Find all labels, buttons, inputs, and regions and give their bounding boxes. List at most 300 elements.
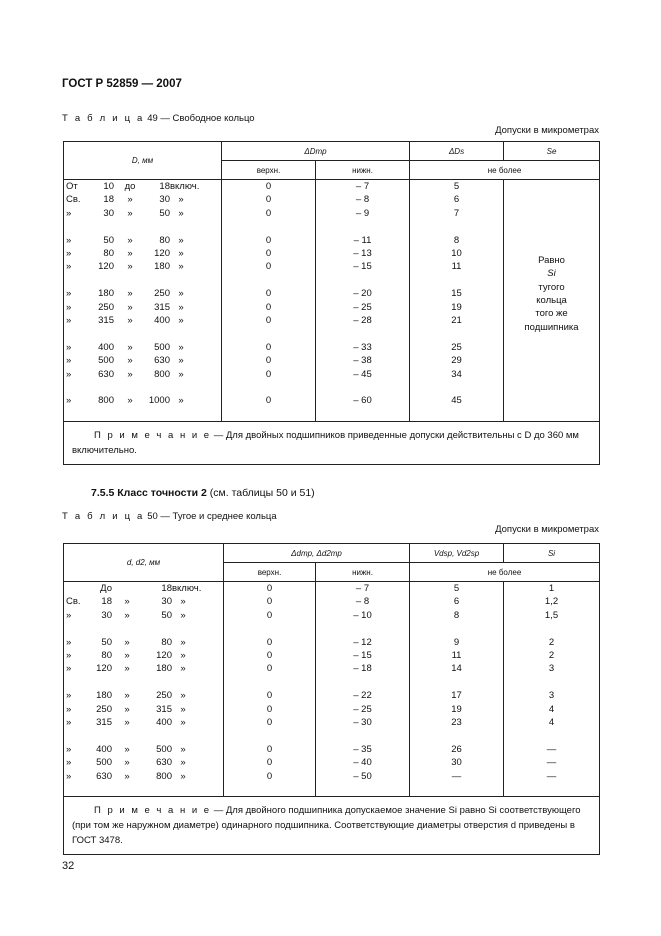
delta-upper-cell: 0 [222,394,316,407]
range-part: » [66,636,72,648]
section-heading [91,487,315,499]
range-part: 50 [161,609,172,621]
range-part: 30 [101,609,112,621]
range-part: 250 [154,288,170,300]
column-header-si: Si [504,544,600,563]
delta-ds-cell: 34 [410,368,504,381]
delta-lower-cell: – 33 [316,341,410,354]
range-part: 500 [96,757,112,769]
table-row [64,649,600,662]
se-cell [504,180,600,408]
diameter-range [66,234,221,247]
diameter-range-cell [64,207,222,220]
se-line: тугого [538,281,565,293]
range-part: 315 [98,315,114,327]
range-part: » [127,207,133,219]
range-part: включ. [172,583,202,594]
spacer-cell [222,381,316,394]
range-part: » [178,288,184,300]
spacer-cell [64,381,222,394]
range-part: 1000 [148,395,170,407]
range-part: 180 [96,690,112,702]
delta-lower-cell: – 11 [316,234,410,247]
range-part: » [180,596,186,608]
range-part: » [66,355,72,367]
spacer-cell [224,622,316,635]
vdsp-cell: 9 [410,636,504,649]
range-part: 400 [98,341,114,353]
spacer-cell [410,408,504,422]
spacer-cell [410,220,504,233]
table50-caption-title: — Тугое и среднее кольца [160,511,277,522]
table-row [64,716,600,729]
delta-lower-cell: – 9 [316,207,410,220]
range-part: » [127,341,133,353]
range-part: 50 [159,207,170,219]
range-part: » [178,301,184,313]
range-part: » [178,315,184,327]
se-line: того же [535,308,568,320]
spacer-cell [504,783,600,797]
delta-lower-cell: – 50 [316,770,410,783]
range-part: » [178,341,184,353]
range-part: » [178,395,184,407]
subheader-upper: верхн. [224,563,316,582]
range-part: » [66,207,72,219]
diameter-range [66,770,223,783]
table-row [64,180,600,194]
range-part: включ. [170,181,200,192]
se-line: Si [547,268,556,280]
table-row [64,743,600,756]
delta-ds-cell: 25 [410,341,504,354]
column-header-d-d2: d, d2, мм [64,544,224,582]
diameter-range-cell [64,609,224,622]
column-header-delta-dmp: Δdmp, Δd2mp [224,544,410,563]
table-row [64,582,600,596]
si-cell: 1,2 [504,595,600,608]
delta-ds-cell: 21 [410,314,504,327]
note-text: — Для двойного подшипника допускаемое значение Si равно Si соответствующего (при том же наружном диаметре) одинарного подшипника. Соответствующие диаметры отверстия d приведены в ГОСТ 3478. [72,805,581,847]
table49-caption-title: — Свободное кольцо [160,113,255,124]
delta-lower-cell: – 8 [316,193,410,206]
section-ref: (см. таблицы 50 и 51) [209,487,315,499]
table49-units: Допуски в микрометрах [495,125,599,136]
subheader-max: не более [410,161,600,180]
diameter-range-cell [64,582,224,596]
delta-upper-cell: 0 [222,314,316,327]
spacer-cell [410,274,504,287]
range-part: » [180,636,186,648]
diameter-range [66,193,221,206]
range-part: 80 [161,636,172,648]
range-part: 18 [159,181,170,192]
range-part: » [66,650,72,662]
delta-upper-cell: 0 [222,193,316,206]
si-cell: 2 [504,649,600,662]
range-part: 50 [101,636,112,648]
range-part: » [66,234,72,246]
delta-upper-cell: 0 [224,582,316,596]
delta-ds-cell: 29 [410,354,504,367]
range-part: » [178,355,184,367]
spacer-cell [64,274,222,287]
subheader-lower: нижн. [316,161,410,180]
delta-upper-cell: 0 [224,662,316,675]
diameter-range-cell [64,743,224,756]
table-row [64,662,600,675]
si-cell: 4 [504,703,600,716]
spacer-cell [64,408,222,422]
vdsp-cell: 14 [410,662,504,675]
delta-ds-cell: 15 [410,287,504,300]
vdsp-cell: 8 [410,609,504,622]
range-part: » [178,261,184,273]
spacer-cell [222,220,316,233]
delta-lower-cell: – 7 [316,180,410,194]
diameter-range-cell [64,180,222,194]
range-part: до [124,181,136,192]
range-part: » [124,717,130,729]
diameter-range-cell [64,301,222,314]
range-part: 500 [154,341,170,353]
range-part: 120 [156,650,172,662]
diameter-range [66,180,221,193]
table-row [64,703,600,716]
delta-lower-cell: – 10 [316,609,410,622]
diameter-range-cell [64,636,224,649]
spacer-cell [224,783,316,797]
range-part: » [178,368,184,380]
diameter-range-cell [64,394,222,407]
delta-ds-cell: 19 [410,301,504,314]
diameter-range [66,595,223,608]
se-line: подшипника [524,321,579,333]
spacer-cell [504,676,600,689]
delta-lower-cell: – 22 [316,689,410,702]
spacer-cell [504,622,600,635]
spacer-cell [316,622,410,635]
diameter-range-cell [64,595,224,608]
range-part: » [66,717,72,729]
range-part: » [180,650,186,662]
range-part: От [66,181,78,192]
table50-units: Допуски в микрометрах [495,524,599,535]
range-part: 315 [96,717,112,729]
range-part: » [66,368,72,380]
diameter-range [66,743,223,756]
column-header-vdsp: Vdsp, Vd2sp [410,544,504,563]
spacer-row [64,729,600,742]
range-part: » [124,703,130,715]
range-part: » [180,609,186,621]
column-header-delta-dmp: ΔDmp [222,142,410,161]
range-part: » [66,395,72,407]
range-part [116,582,138,595]
range-part: » [180,717,186,729]
delta-upper-cell: 0 [222,341,316,354]
delta-upper-cell: 0 [224,716,316,729]
range-part: 30 [161,596,172,608]
spacer-cell [64,676,224,689]
delta-ds-cell: 7 [410,207,504,220]
note-text: — Для двойных подшипников приведенные допуски действительны с D до 360 мм включительно. [72,430,579,457]
range-part: » [127,234,133,246]
se-line: кольца [536,294,567,306]
spacer-cell [316,729,410,742]
si-cell: 1,5 [504,609,600,622]
delta-lower-cell: – 13 [316,247,410,260]
range-part: » [124,636,130,648]
spacer-cell [316,408,410,422]
diameter-range-cell [64,756,224,769]
delta-ds-cell: 5 [410,180,504,194]
table-row [64,609,600,622]
range-part: 180 [98,288,114,300]
range-part: » [127,194,133,206]
delta-ds-cell: 11 [410,260,504,273]
range-part: » [66,743,72,755]
delta-lower-cell: – 30 [316,716,410,729]
diameter-range-cell [64,260,222,273]
range-part: » [66,690,72,702]
range-part: » [66,757,72,769]
table50-caption-prefix: Т а б л и ц а [62,511,145,522]
delta-upper-cell: 0 [224,703,316,716]
subheader-lower: нижн. [316,563,410,582]
table50-caption-number: 50 [147,511,158,522]
diameter-range [66,247,221,260]
delta-lower-cell: – 20 [316,287,410,300]
table49-note [64,422,600,465]
column-header-delta-ds: ΔDs [410,142,504,161]
range-part: » [178,234,184,246]
range-part: 30 [103,207,114,219]
range-part: » [66,770,72,782]
spacer-cell [222,274,316,287]
delta-lower-cell: – 25 [316,301,410,314]
range-part: 50 [103,234,114,246]
vdsp-cell: 6 [410,595,504,608]
section-title: 7.5.5 Класс точности 2 [91,487,207,499]
range-part: 120 [96,663,112,675]
range-part: 400 [96,743,112,755]
delta-lower-cell: – 45 [316,368,410,381]
delta-lower-cell: – 7 [316,582,410,596]
table49-caption [62,113,255,124]
spacer-cell [64,327,222,340]
delta-upper-cell: 0 [222,260,316,273]
diameter-range-cell [64,247,222,260]
spacer-cell [410,783,504,797]
range-part: » [127,315,133,327]
range-part: » [124,757,130,769]
diameter-range-cell [64,703,224,716]
spacer-cell [64,220,222,233]
range-part: » [127,261,133,273]
diameter-range-cell [64,193,222,206]
range-part: » [180,703,186,715]
vdsp-cell: 26 [410,743,504,756]
spacer-cell [316,327,410,340]
spacer-cell [410,327,504,340]
vdsp-cell: 23 [410,716,504,729]
range-part: 400 [154,315,170,327]
diameter-range-cell [64,354,222,367]
diameter-range-cell [64,314,222,327]
delta-upper-cell: 0 [224,756,316,769]
note-label: П р и м е ч а н и е [94,430,212,442]
range-part: » [66,248,72,260]
delta-upper-cell: 0 [224,649,316,662]
range-part: 180 [156,663,172,675]
column-header-d: D, мм [64,142,222,180]
diameter-range [66,354,221,367]
page-number: 32 [62,860,75,872]
note-label: П р и м е ч а н и е [94,805,212,817]
spacer-cell [316,220,410,233]
range-part: 250 [156,690,172,702]
range-part: До [100,583,112,594]
range-part: » [66,663,72,675]
si-cell: 3 [504,689,600,702]
diameter-range-cell [64,689,224,702]
vdsp-cell: 30 [410,756,504,769]
diameter-range [66,582,223,595]
diameter-range-cell [64,770,224,783]
range-part [66,582,90,595]
table49-caption-prefix: Т а б л и ц а [62,113,145,124]
spacer-cell [316,381,410,394]
delta-upper-cell: 0 [224,743,316,756]
spacer-cell [64,622,224,635]
range-part: » [178,248,184,260]
diameter-range-cell [64,368,222,381]
delta-upper-cell: 0 [224,689,316,702]
diameter-range [66,703,223,716]
delta-upper-cell: 0 [222,301,316,314]
diameter-range [66,287,221,300]
range-part: » [66,609,72,621]
delta-lower-cell: – 40 [316,756,410,769]
range-part: » [66,288,72,300]
table-row [64,689,600,702]
spacer-cell [64,729,224,742]
diameter-range [66,207,221,220]
diameter-range [66,689,223,702]
range-part: » [124,690,130,702]
delta-upper-cell: 0 [222,368,316,381]
range-part: 18 [103,194,114,206]
subheader-upper: верхн. [222,161,316,180]
spacer-cell [224,729,316,742]
range-part: Св. [66,596,81,608]
range-part: 180 [154,261,170,273]
delta-lower-cell: – 35 [316,743,410,756]
table-row [64,636,600,649]
range-part: » [127,248,133,260]
diameter-range [66,636,223,649]
table50-note [64,797,600,855]
delta-ds-cell: 8 [410,234,504,247]
spacer-cell [504,408,600,422]
range-part: » [66,315,72,327]
range-part: » [124,663,130,675]
range-part: 18 [161,583,172,594]
delta-lower-cell: – 15 [316,649,410,662]
table-49 [63,141,600,465]
range-part: » [124,609,130,621]
vdsp-cell: 11 [410,649,504,662]
subheader-max: не более [410,563,600,582]
range-part: » [178,194,184,206]
range-part: » [127,368,133,380]
delta-lower-cell: – 25 [316,703,410,716]
spacer-cell [316,783,410,797]
delta-lower-cell: – 8 [316,595,410,608]
spacer-cell [410,729,504,742]
delta-ds-cell: 45 [410,394,504,407]
diameter-range-cell [64,341,222,354]
spacer-cell [316,676,410,689]
spacer-cell [224,676,316,689]
range-part: » [180,770,186,782]
range-part: » [66,301,72,313]
range-part: » [124,596,130,608]
spacer-row [64,676,600,689]
range-part: 80 [103,248,114,260]
table49-caption-number: 49 [147,113,158,124]
table-row [64,770,600,783]
range-part: 315 [156,703,172,715]
range-part: » [124,650,130,662]
table50-caption [62,511,277,522]
diameter-range [66,260,221,273]
spacer-cell [504,729,600,742]
si-cell: 3 [504,662,600,675]
document-code: ГОСТ Р 52859 — 2007 [62,78,182,90]
range-part: » [180,690,186,702]
range-part: » [66,341,72,353]
spacer-cell [410,622,504,635]
range-part: 315 [154,301,170,313]
range-part: 30 [159,194,170,206]
diameter-range-cell [64,662,224,675]
diameter-range [66,314,221,327]
range-part: 400 [156,717,172,729]
range-part: 80 [159,234,170,246]
delta-ds-cell: 6 [410,193,504,206]
si-cell: — [504,770,600,783]
vdsp-cell: 5 [410,582,504,596]
diameter-range [66,649,223,662]
spacer-cell [410,381,504,394]
delta-upper-cell: 0 [222,287,316,300]
column-header-se: Se [504,142,600,161]
range-part: » [124,770,130,782]
delta-ds-cell: 10 [410,247,504,260]
delta-lower-cell: – 12 [316,636,410,649]
range-part: 18 [101,596,112,608]
diameter-range [66,368,221,381]
delta-lower-cell: – 28 [316,314,410,327]
diameter-range [66,341,221,354]
range-part: 630 [156,757,172,769]
delta-upper-cell: 0 [224,609,316,622]
range-part: 630 [96,770,112,782]
range-part: » [180,757,186,769]
diameter-range-cell [64,287,222,300]
